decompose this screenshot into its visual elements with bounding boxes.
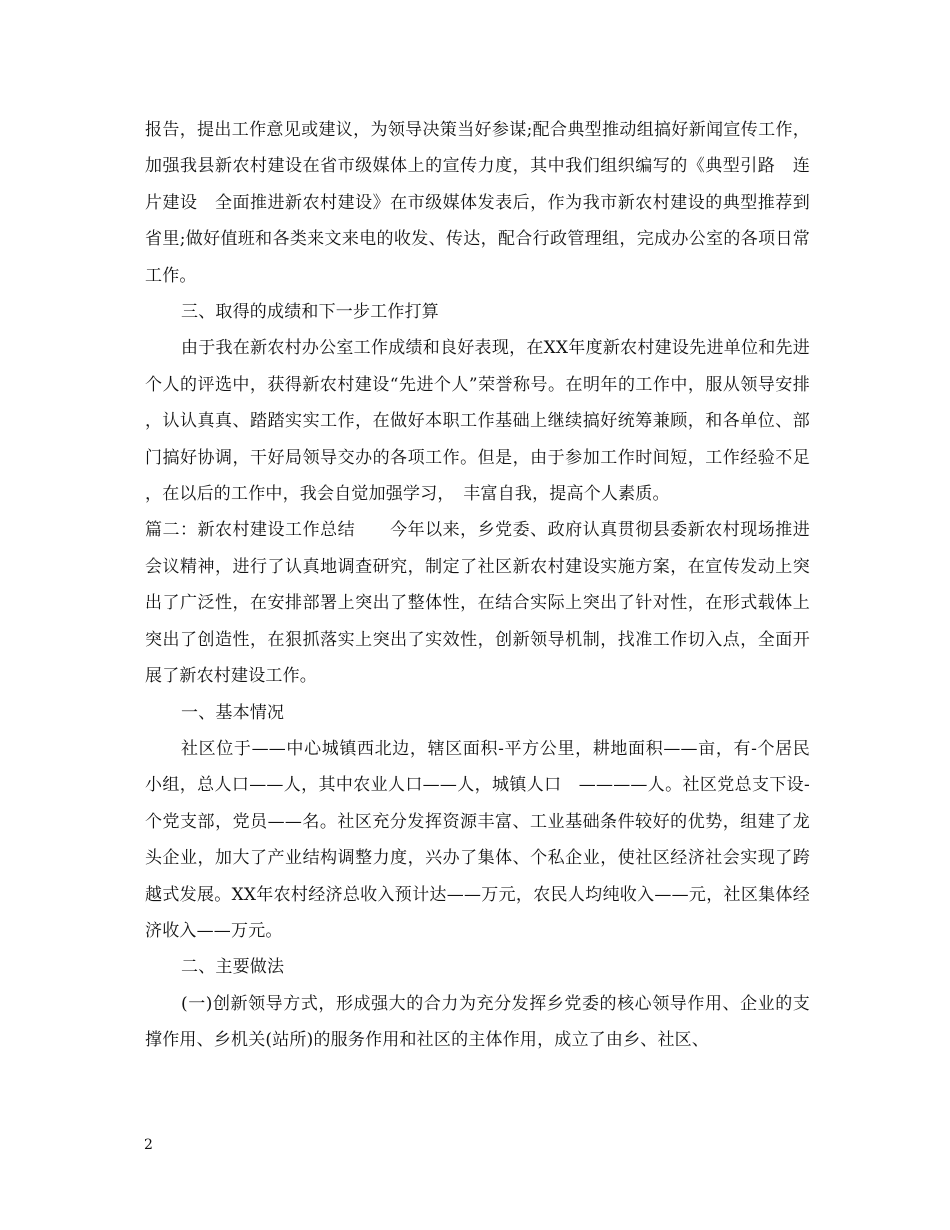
- section-heading-main-methods: 二、主要做法: [181, 957, 285, 978]
- page-number: 2: [144, 1137, 153, 1153]
- document-body: [145, 112, 810, 1059]
- paragraph-1: 报告，提出工作意见或建议，为领导决策当好参谋;配合典型推动组搞好新闻宣传工作，加强我县新农村建设在省市级媒体上的宣传力度，其中我们组织编写的《典型引路 连片建设 全面推进新农村建设》在市级媒体发表后，作为我市新农村建设的典型推荐到省里;做好值班和各类来文来电的收发、传达，配合行政管理组，完成办公室的各项日常工作。: [145, 120, 810, 286]
- paragraph-3: 由于我在新农村办公室工作成绩和良好表现，在XX年度新农村建设先进单位和先进个人的评选中，获得新农村建设“先进个人”荣誉称号。在明年的工作中，服从领导安排，认认真真、踏踏实实工作，在做好本职工作基础上继续搞好统筹兼顾，和各单位、部门搞好协调，干好局领导交办的各项工作。但是，由于参加工作时间短，工作经验不足，在以后的工作中，我会自觉加强学习， 丰富自我，提高个人素质。: [145, 338, 810, 505]
- paragraph-8: (一)创新领导方式，形成强大的合力为充分发挥乡党委的核心领导作用、企业的支撑作用、乡机关(站所)的服务作用和社区的主体作用，成立了由乡、社区、: [145, 993, 810, 1051]
- paragraph-6: 社区位于——中心城镇西北边，辖区面积-平方公里，耕地面积——亩，有-个居民小组，总人口——人，其中农业人口——人，城镇人口 ————人。社区党总支下设-个党支部，党员——名。社区充分发挥资源丰富、工业基础条件较好的优势，组建了龙头企业，加大了产业结构调整力度，兴办了集体、个私企业，使社区经济社会实现了跨越式发展。XX年农村经济总收入预计达——万元，农民人均纯收入——元，社区集体经济收入——万元。: [145, 738, 810, 941]
- section-heading-basic-situation: 一、基本情况: [181, 702, 285, 723]
- section-heading-achievements: 三、取得的成绩和下一步工作打算: [181, 302, 439, 323]
- paragraph-4: 篇二：新农村建设工作总结 今年以来，乡党委、政府认真贯彻县委新农村现场推进会议精神，进行了认真地调查研究，制定了社区新农村建设实施方案，在宣传发动上突出了广泛性，在安排部署上突出了整体性，在结合实际上突出了针对性，在形式载体上突出了创造性，在狠抓落实上突出了实效性，创新领导机制，找准工作切入点，全面开展了新农村建设工作。: [145, 520, 810, 687]
